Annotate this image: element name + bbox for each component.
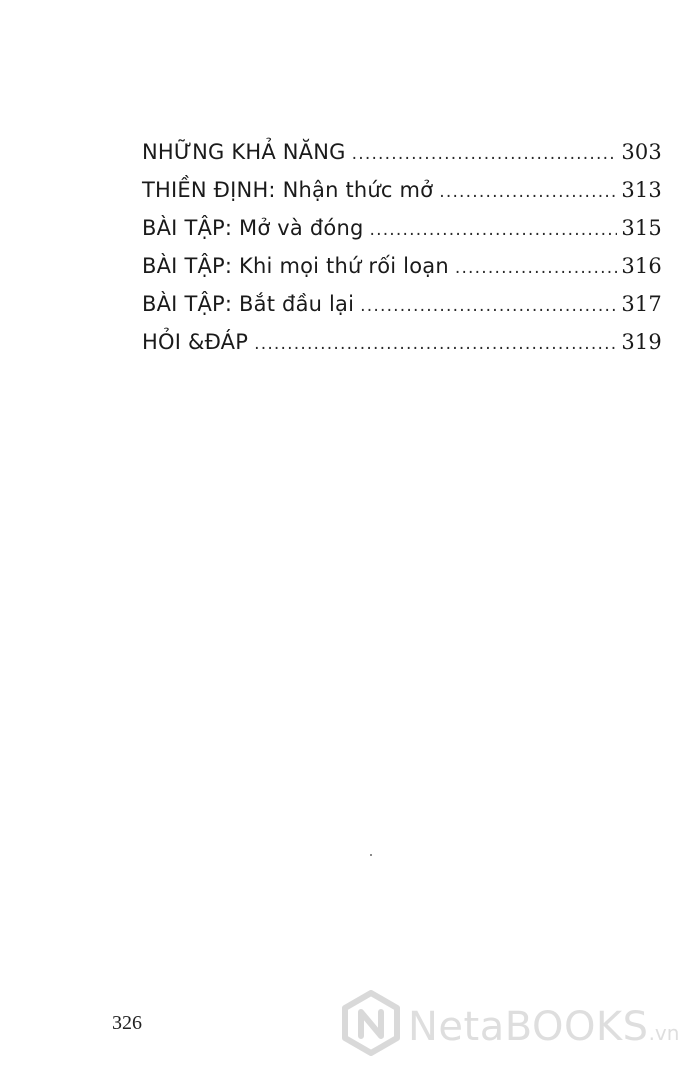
toc-dot-leader — [360, 296, 617, 316]
toc-entry-title: BÀI TẬP: Mở và đóng — [142, 216, 364, 240]
toc-entry-title: HỎI &ĐÁP — [142, 330, 249, 354]
toc-entry — [142, 292, 662, 330]
toc-entry-title: BÀI TẬP: Khi mọi thứ rối loạn — [142, 254, 449, 278]
page-number: 326 — [112, 1012, 142, 1034]
watermark-domain-suffix: .vn — [648, 1021, 680, 1045]
toc-entry-page: 319 — [621, 330, 662, 354]
toc-dot-leader — [439, 182, 617, 202]
watermark — [340, 986, 679, 1060]
toc-dot-leader — [369, 220, 617, 240]
toc-entry-page: 303 — [621, 140, 662, 164]
toc-entry-title: THIỀN ĐỊNH: Nhận thức mở — [142, 178, 434, 202]
toc-entry-title: BÀI TẬP: Bắt đầu lại — [142, 292, 355, 316]
toc-entry-page: 316 — [621, 254, 662, 278]
toc-entry — [142, 254, 662, 292]
toc-entry — [142, 330, 662, 368]
toc-entry — [142, 216, 662, 254]
toc-dot-leader — [455, 258, 617, 278]
toc-entry-page: 313 — [621, 178, 662, 202]
toc-entry-page: 315 — [621, 216, 662, 240]
toc-dot-leader — [352, 144, 618, 164]
toc-entry-title: NHỮNG KHẢ NĂNG — [142, 140, 346, 164]
toc-entry — [142, 178, 662, 216]
watermark-brand — [408, 1004, 679, 1050]
print-speck — [370, 854, 372, 856]
toc-dot-leader — [254, 334, 617, 354]
watermark-brand-name: NetaBOOKS — [408, 1004, 649, 1050]
hexagon-n-logo-icon — [340, 990, 402, 1056]
toc-entry-page: 317 — [621, 292, 662, 316]
toc-entry — [142, 140, 662, 178]
table-of-contents — [142, 140, 662, 368]
